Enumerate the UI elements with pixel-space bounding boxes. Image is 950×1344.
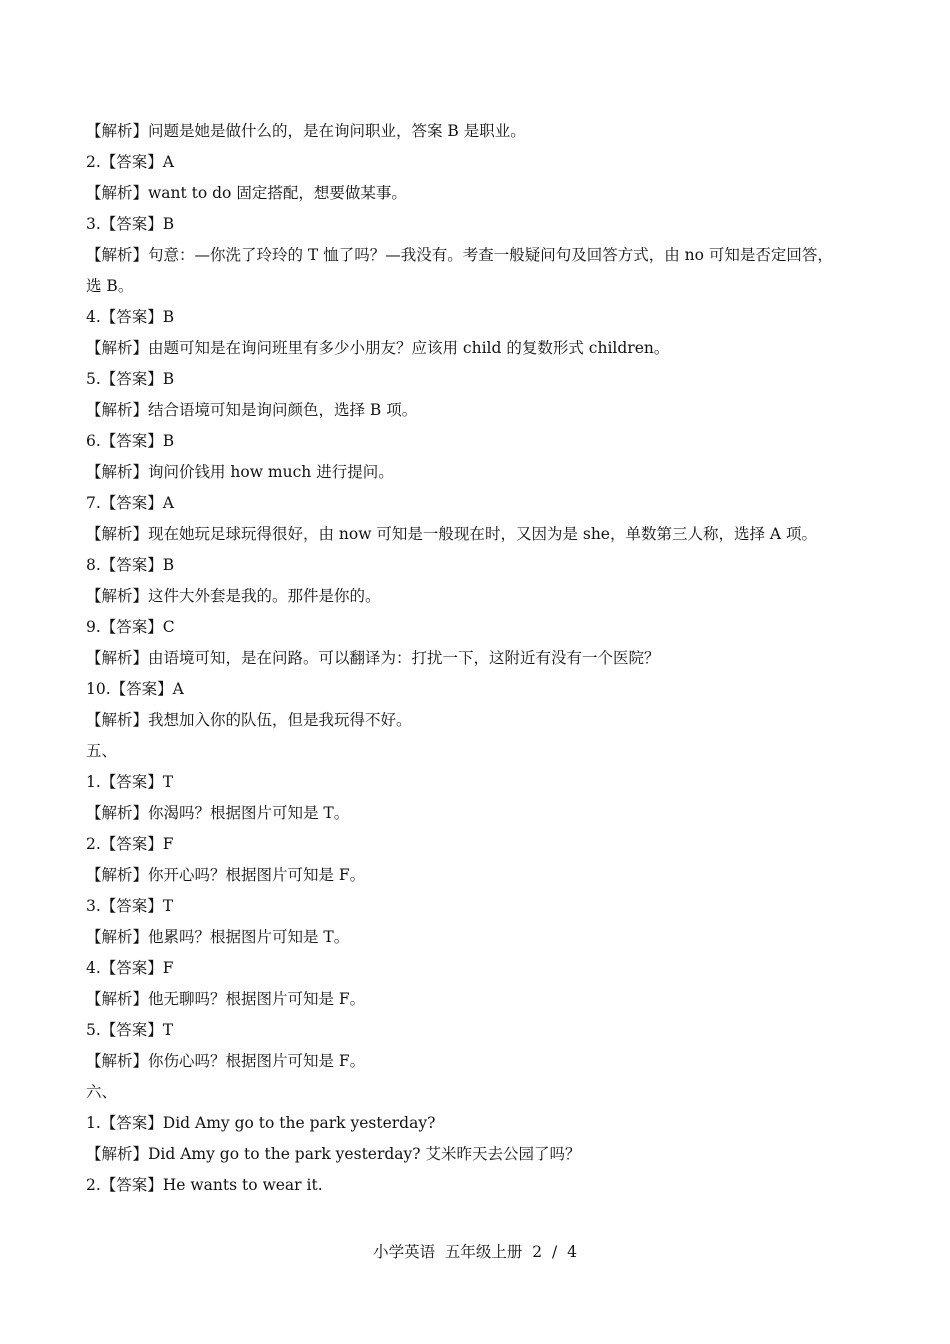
explanation-line: 【解析】他无聊吗？根据图片可知是 F。	[86, 990, 366, 1008]
explanation-line: 【解析】这件大外套是我的。那件是你的。	[86, 587, 381, 605]
section-heading: 五、	[86, 742, 118, 760]
explanation-line: 【解析】你渴吗？根据图片可知是 T。	[86, 804, 350, 822]
explanation-line: 【解析】询问价钱用 how much 进行提问。	[86, 463, 394, 481]
section-heading: 六、	[86, 1083, 118, 1101]
answer-line: 4.【答案】F	[86, 959, 174, 977]
answer-line: 4.【答案】B	[86, 308, 175, 326]
explanation-line-continued: 选 B。	[86, 277, 134, 295]
explanation-line: 【解析】want to do 固定搭配，想要做某事。	[86, 184, 407, 202]
answer-line: 5.【答案】T	[86, 1021, 174, 1039]
explanation-line: 【解析】现在她玩足球玩得很好，由 now 可知是一般现在时，又因为是 she，单数第三人称，选择 A 项。	[86, 525, 818, 543]
answer-line: 1.【答案】T	[86, 773, 174, 791]
answer-line: 1.【答案】Did Amy go to the park yesterday?	[86, 1114, 436, 1132]
answer-line: 2.【答案】He wants to wear it.	[86, 1176, 323, 1194]
explanation-line: 【解析】Did Amy go to the park yesterday? 艾米昨天去公园了吗？	[86, 1145, 581, 1163]
explanation-line: 【解析】由语境可知，是在问路。可以翻译为：打扰一下，这附近有没有一个医院？	[86, 649, 660, 667]
answer-line: 2.【答案】F	[86, 835, 174, 853]
explanation-line: 【解析】句意：—你洗了玲玲的 T 恤了吗？—我没有。考查一般疑问句及回答方式，由 no 可知是否定回答，	[86, 246, 833, 264]
explanation-line: 【解析】我想加入你的队伍，但是我玩得不好。	[86, 711, 412, 729]
answer-line: 9.【答案】C	[86, 618, 175, 636]
explanation-line: 【解析】你开心吗？根据图片可知是 F。	[86, 866, 366, 884]
explanation-line: 【解析】他累吗？根据图片可知是 T。	[86, 928, 350, 946]
answer-line: 2.【答案】A	[86, 153, 174, 171]
answer-line: 7.【答案】A	[86, 494, 174, 512]
answer-key-body	[86, 116, 866, 1201]
page-footer: 小学英语 五年级上册 2 / 4	[373, 1243, 577, 1261]
answer-line: 10.【答案】A	[86, 680, 184, 698]
answer-line: 8.【答案】B	[86, 556, 175, 574]
explanation-line: 【解析】结合语境可知是询问颜色，选择 B 项。	[86, 401, 418, 419]
explanation-line: 【解析】问题是她是做什么的，是在询问职业，答案 B 是职业。	[86, 122, 526, 140]
answer-line: 5.【答案】B	[86, 370, 175, 388]
answer-line: 3.【答案】T	[86, 897, 174, 915]
explanation-line: 【解析】由题可知是在询问班里有多少小朋友？应该用 child 的复数形式 children。	[86, 339, 670, 357]
answer-line: 6.【答案】B	[86, 432, 175, 450]
answer-line: 3.【答案】B	[86, 215, 175, 233]
explanation-line: 【解析】你伤心吗？根据图片可知是 F。	[86, 1052, 366, 1070]
